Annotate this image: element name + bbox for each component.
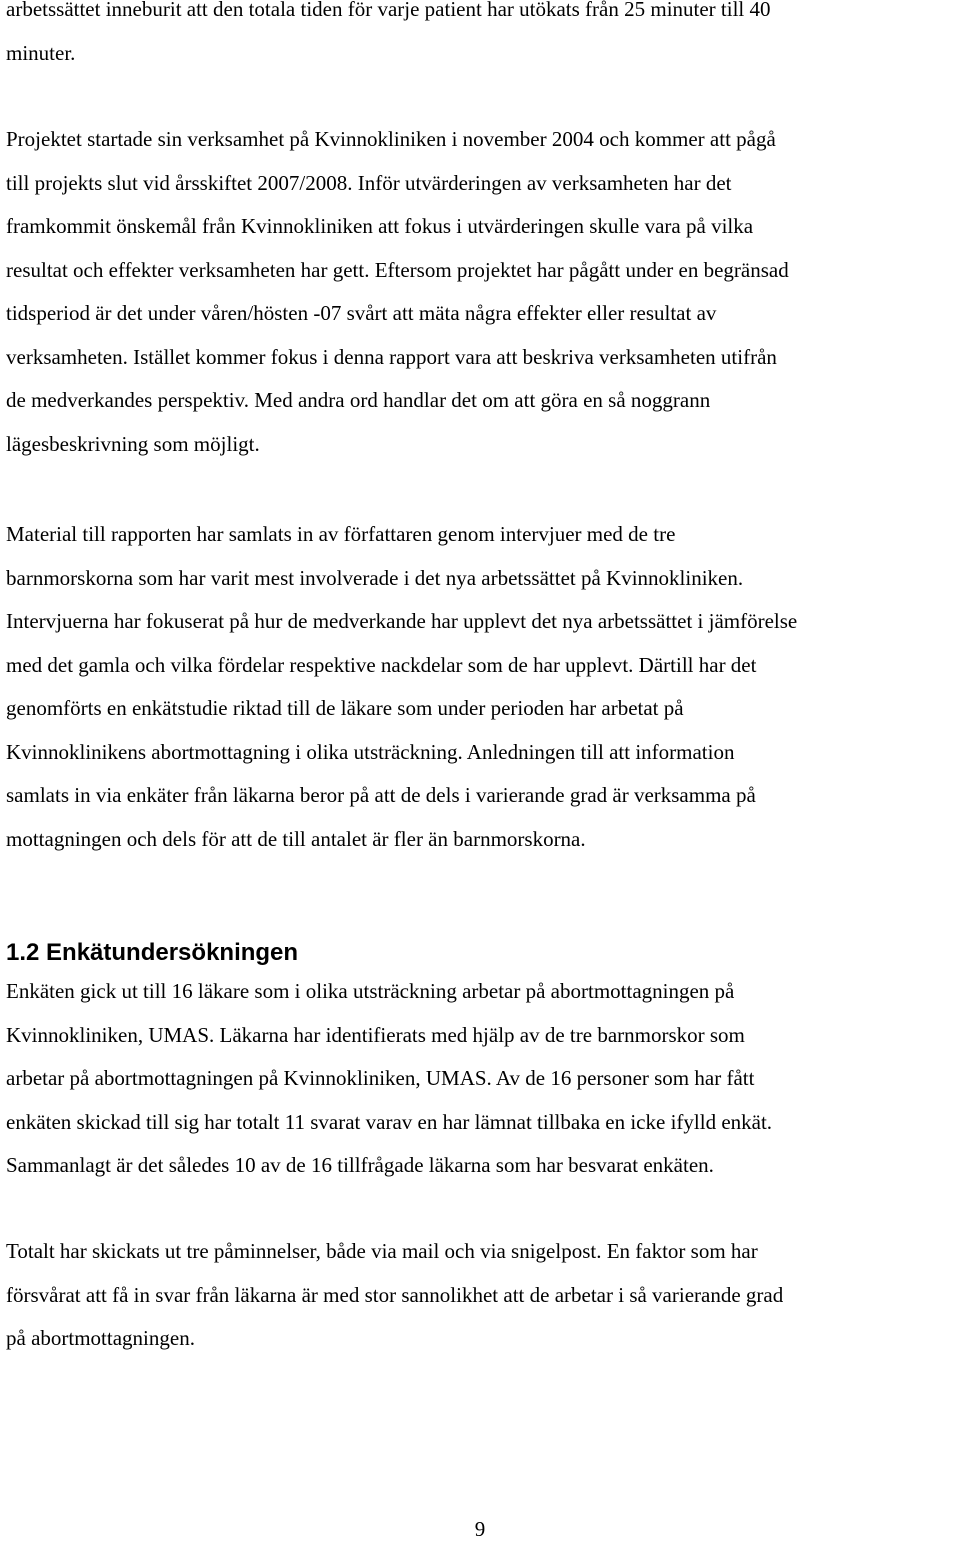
section-heading: 1.2 Enkätundersökningen: [6, 939, 299, 966]
paragraph-material-method: Material till rapporten har samlats in av författaren genom intervjuer med de tre barnmorskorna som har varit mest involverade i det nya arbetssättet på Kvinnokliniken. Intervjuerna har fokuserat på hur de medverkande har upplevt det nya arbetssättet i jämförelse med det gamla och vilka fördelar respektive nackdelar som de har upplevt. Därtill har det genomförts en enkätstudie riktad till de läkare som under perioden har arbetat på Kvinnoklinikens abortmottagning i olika utsträckning. Anledningen till att information samlats in via enkäter från läkarna beror på att de dels i varierande grad är verksamma på mottagningen och dels för att de till antalet är fler än barnmorskorna.: [6, 522, 798, 851]
paragraph-project-background: Projektet startade sin verksamhet på Kvinnokliniken i november 2004 och kommer att pågå till projekts slut vid årsskiftet 2007/2008. Inför utvärderingen av verksamheten har det framkommit önskemål från Kvinnokliniken att fokus i utvärderingen skulle vara på vilka resultat och effekter verksamheten har gett. Eftersom projektet har pågått under en begränsad tidsperiod är det under våren/hösten -07 svårt att mäta några effekter eller resultat av verksamheten. Istället kommer fokus i denna rapport vara att beskriva verksamheten utifrån de medverkandes perspektiv. Med andra ord handlar det om att göra en så noggrann lägesbeskrivning som möjligt.: [6, 127, 789, 456]
paragraph-reminders: Totalt har skickats ut tre påminnelser, både via mail och via snigelpost. En faktor som har försvårat att få in svar från läkarna är med stor sannolikhet att de arbetar i så varierande grad på abortmottagningen.: [6, 1239, 784, 1350]
page-number: 9: [474, 1517, 486, 1541]
paragraph-survey-description: Enkäten gick ut till 16 läkare som i olika utsträckning arbetar på abortmottagningen på Kvinnokliniken, UMAS. Läkarna har identifierats med hjälp av de tre barnmorskor som arbetar på abortmottagningen på Kvinnokliniken, UMAS. Av de 16 personer som har fått enkäten skickad till sig har totalt 11 svarat varav en har lämnat tillbaka en icke ifylld enkät. Sammanlagt är det således 10 av de 16 tillfrågade läkarna som har besvarat enkäten.: [6, 979, 773, 1177]
paragraph-intro-continuation: arbetssättet inneburit att den totala tiden för varje patient har utökats från 25 minuter till 40 minuter.: [6, 0, 771, 65]
